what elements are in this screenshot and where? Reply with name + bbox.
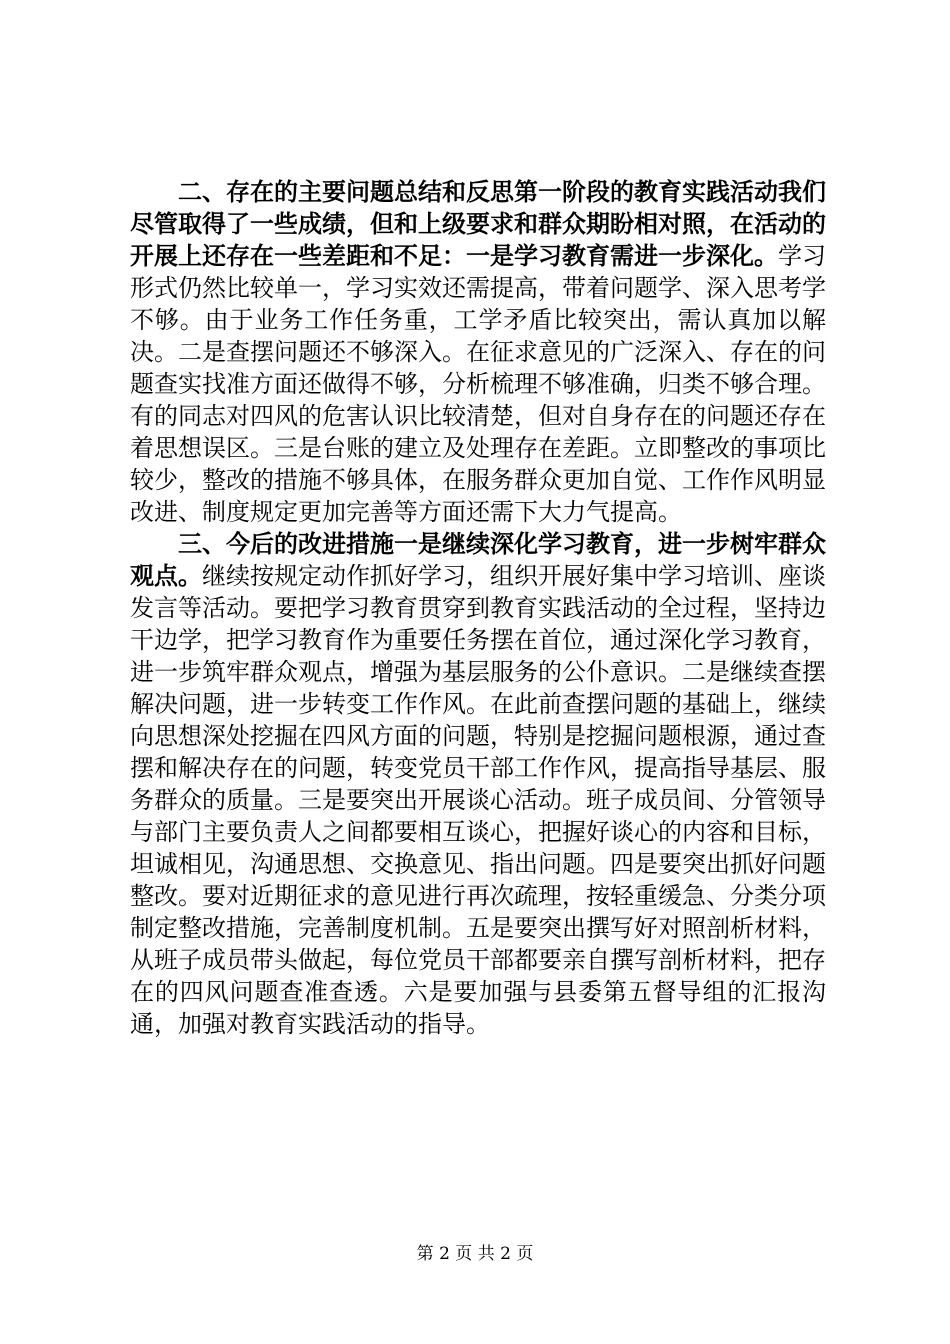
section-measures-body: 继续按规定动作抓好学习，组织开展好集中学习培训、座谈发言等活动。要把学习教育贯穿到教育实践活动的全过程，坚持边干边学，把学习教育作为重要任务摆在首位，通过深化学习教育，进一步筑牢群众观点，增强为基层服务的公仆意识。二是继续查摆解决问题，进一步转变工作作风。在此前查摆问题的基础上，继续向思想深处挖掘在四风方面的问题，特别是挖掘问题根源，通过查摆和解决存在的问题，转变党员干部工作作风，提高指导基层、服务群众的质量。三是要突出开展谈心活动。班子成员间、分管领导与部门主要负责人之间都要相互谈心，把握好谈心的内容和目标，坦诚相见，沟通思想、交换意见、指出问题。四是要突出抓好问题整改。要对近期征求的意见进行再次疏理，按轻重缓急、分类分项制定整改措施，完善制度机制。五是要突出撰写好对照剖析材料，从班子成员带头做起，每位党员干部都要亲自撰写剖析材料，把存在的四风问题查准查透。六是要加强与县委第五督导组的汇报沟通，加强对教育实践活动的指导。 xyxy=(130,562,826,1038)
section-problems-heading: 二、存在的主要问题总结和反思第一阶段的教育实践活动我们尽管取得了一些成绩，但和上级要求和群众期盼相对照，在活动的开展上还存在一些差距和不足：一是学习教育需进一步深化。 xyxy=(130,178,826,270)
section-measures xyxy=(130,528,826,1040)
section-measures-heading: 三、今后的改进措施一是继续深化学习教育，进一步树牢群众观点。 xyxy=(130,530,826,590)
section-problems xyxy=(130,176,826,528)
page-number-footer: 第 2 页 共 2 页 xyxy=(416,1244,534,1264)
section-problems-body: 学习形式仍然比较单一，学习实效还需提高，带着问题学、深入思考学不够。由于业务工作任务重，工学矛盾比较突出，需认真加以解决。二是查摆问题还不够深入。在征求意见的广泛深入、存在的问题查实找准方面还做得不够，分析梳理不够准确，归类不够合理。有的同志对四风的危害认识比较清楚，但对自身存在的问题还存在着思想误区。三是台账的建立及处理存在差距。立即整改的事项比较少，整改的措施不够具体，在服务群众更加自觉、工作作风明显改进、制度规定更加完善等方面还需下大力气提高。 xyxy=(130,242,826,526)
document-body xyxy=(130,176,826,1040)
